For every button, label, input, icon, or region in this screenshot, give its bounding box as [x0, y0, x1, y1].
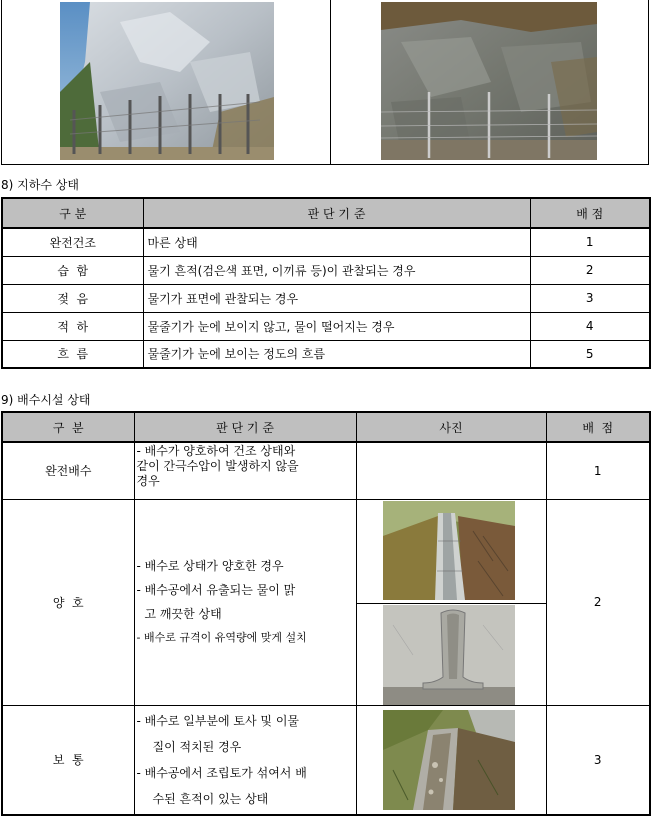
row-criteria: 물기 흔적(검은색 표면, 이끼류 등)이 관찰되는 경우 — [143, 256, 530, 284]
row-category: 젖 음 — [2, 284, 143, 312]
criteria-line: - 배수로 일부분에 토사 및 이물 — [136, 713, 300, 728]
criteria-line: 질이 적치된 경우 — [152, 739, 242, 754]
row-category: 적 하 — [2, 312, 143, 340]
row-photo — [356, 499, 546, 603]
row-category: 완전건조 — [2, 228, 143, 256]
row-score: 2 — [530, 256, 650, 284]
table-row — [2, 256, 650, 284]
section9-title: 9) 배수시설 상태 — [1, 393, 91, 407]
header-criteria: 판 단 기 준 — [143, 198, 530, 228]
table-row — [2, 442, 650, 499]
table-row — [2, 228, 650, 256]
drainage-header-row — [2, 412, 650, 442]
drainage-outlet-photo — [383, 605, 515, 705]
row-category: 보 통 — [2, 705, 134, 815]
header-category: 구 분 — [2, 198, 143, 228]
row-score: 4 — [530, 312, 650, 340]
criteria-line: 같이 간극수압이 발생하지 않을 — [136, 459, 299, 473]
table-row — [2, 705, 650, 815]
header-photo: 사진 — [356, 412, 546, 442]
rock-slope-photo-right — [381, 2, 597, 160]
table-row — [2, 340, 650, 368]
row-score: 2 — [546, 499, 650, 705]
groundwater-table — [1, 197, 651, 369]
criteria-line: 수된 흔적이 있는 상태 — [152, 791, 269, 806]
table-row — [2, 312, 650, 340]
criteria-line: 고 깨끗한 상태 — [144, 607, 222, 621]
criteria-line: 경우 — [136, 474, 160, 488]
row-criteria: 물줄기가 눈에 보이지 않고, 물이 떨어지는 경우 — [143, 312, 530, 340]
row-criteria: 물줄기가 눈에 보이는 정도의 흐름 — [143, 340, 530, 368]
row-score: 3 — [530, 284, 650, 312]
header-criteria: 판 단 기 준 — [134, 412, 356, 442]
table-row — [2, 499, 650, 603]
row-criteria: 마른 상태 — [143, 228, 530, 256]
table-row — [2, 284, 650, 312]
criteria-line: - 배수로 상태가 양호한 경우 — [136, 559, 284, 573]
rock-slope-photo-left — [60, 2, 274, 160]
criteria-line: - 배수가 양호하여 건조 상태와 — [136, 444, 296, 458]
criteria-line: - 배수공에서 조립토가 섞여서 배 — [136, 765, 307, 780]
header-score: 배 점 — [530, 198, 650, 228]
criteria-line: - 배수로 규격이 유역량에 맞게 설치 — [136, 631, 307, 644]
row-score: 1 — [530, 228, 650, 256]
criteria-line: - 배수공에서 유출되는 물이 맑 — [136, 583, 296, 597]
row-criteria — [134, 705, 356, 815]
row-photo — [356, 442, 546, 499]
header-score: 배 점 — [546, 412, 650, 442]
header-category: 구 분 — [2, 412, 134, 442]
groundwater-header-row — [2, 198, 650, 228]
top-photo-table — [1, 0, 649, 165]
row-photo — [356, 705, 546, 815]
row-criteria — [134, 442, 356, 499]
row-score: 1 — [546, 442, 650, 499]
drainage-table — [1, 411, 651, 816]
row-photo — [356, 603, 546, 705]
row-category: 흐 름 — [2, 340, 143, 368]
row-category: 습 함 — [2, 256, 143, 284]
row-category: 완전배수 — [2, 442, 134, 499]
row-criteria: 물기가 표면에 관찰되는 경우 — [143, 284, 530, 312]
top-photo-cell-right — [331, 0, 649, 164]
top-photo-cell-left — [2, 0, 331, 164]
row-criteria — [134, 499, 356, 705]
section8-title: 8) 지하수 상태 — [1, 178, 79, 192]
row-score: 3 — [546, 705, 650, 815]
row-score: 5 — [530, 340, 650, 368]
drainage-ditch-photo — [383, 501, 515, 600]
row-category: 양 호 — [2, 499, 134, 705]
partially-blocked-ditch-photo — [383, 710, 515, 810]
